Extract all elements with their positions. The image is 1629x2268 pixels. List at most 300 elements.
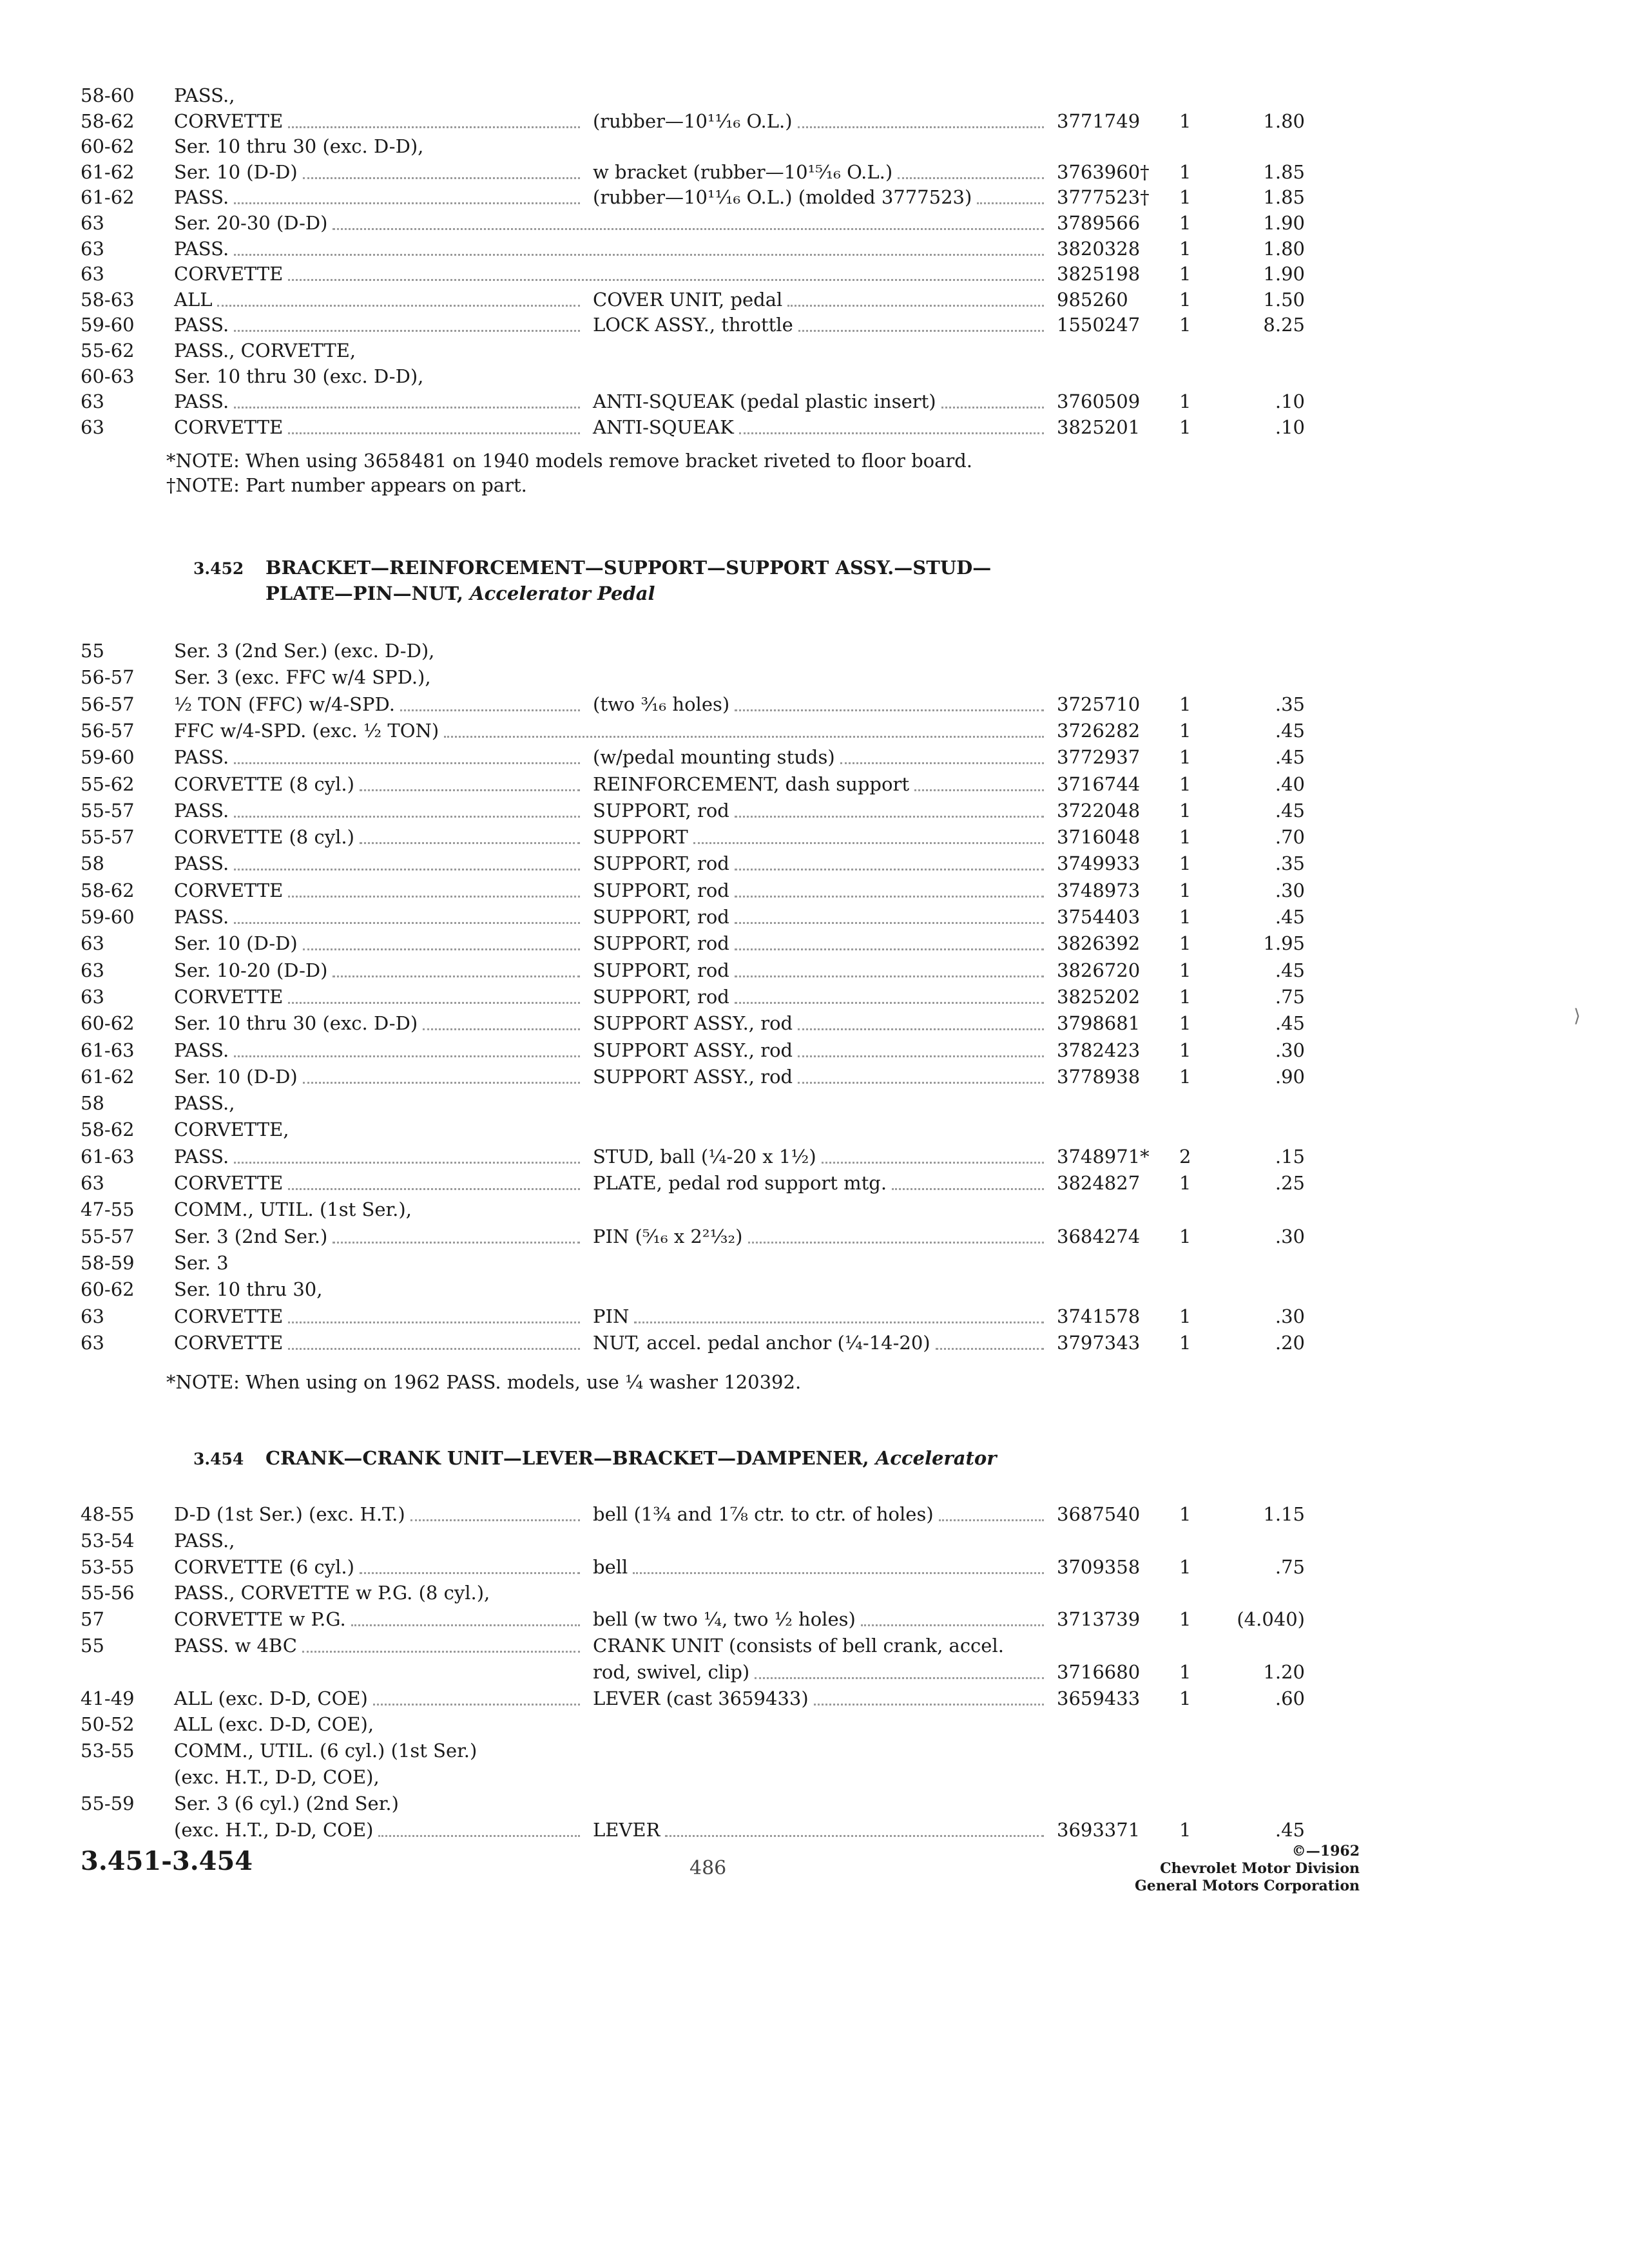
dot-leader <box>693 842 1044 844</box>
section-number: 3.454 <box>193 1450 244 1468</box>
part-number: 3716744 <box>1057 773 1141 795</box>
dot-leader <box>892 1188 1044 1190</box>
quantity: 1 <box>1179 1039 1191 1061</box>
year-range: 63 <box>81 1305 104 1327</box>
year-range: 55-62 <box>81 340 135 361</box>
part-description: SUPPORT, rod <box>593 986 729 1008</box>
quantity: 1 <box>1179 110 1191 132</box>
dot-leader <box>234 1055 580 1057</box>
parts-row <box>0 133 1629 159</box>
quantity: 1 <box>1179 986 1191 1008</box>
parts-row <box>0 82 1629 108</box>
part-number: 3726282 <box>1057 720 1141 742</box>
quantity: 1 <box>1179 1556 1191 1578</box>
division: Chevrolet Motor Division <box>1160 1860 1360 1877</box>
part-description: rod, swivel, clip) <box>593 1661 750 1683</box>
publisher-block <box>1031 1843 1360 1895</box>
model-applicability: Ser. 3 (2nd Ser.) (exc. D-D), <box>174 640 435 662</box>
dot-leader <box>739 432 1044 434</box>
parts-row <box>0 1764 1629 1790</box>
quantity: 1 <box>1179 932 1191 954</box>
dot-leader <box>735 922 1044 924</box>
parts-row <box>0 1738 1629 1763</box>
year-range: 61-62 <box>81 186 135 208</box>
list-price: .10 <box>1275 416 1305 438</box>
part-description: SUPPORT, rod <box>593 800 729 822</box>
parts-row <box>0 1528 1629 1553</box>
part-description: SUPPORT ASSY., rod <box>593 1012 793 1034</box>
part-description: SUPPORT, rod <box>593 932 729 954</box>
part-number: 1550247 <box>1057 314 1141 336</box>
parts-row <box>0 691 1629 717</box>
dot-leader <box>840 762 1044 764</box>
part-description: PLATE, pedal rod support mtg. <box>593 1172 887 1194</box>
part-description: w bracket (rubber—10¹⁵⁄₁₆ O.L.) <box>593 161 893 183</box>
dot-leader <box>798 1055 1044 1057</box>
part-description: bell (1¾ and 1⅞ ctr. to ctr. of holes) <box>593 1503 934 1525</box>
part-description: (two ³⁄₁₆ holes) <box>593 693 730 715</box>
year-range: 58-62 <box>81 879 135 901</box>
section-number: 3.452 <box>193 559 244 578</box>
part-number: 3713739 <box>1057 1608 1141 1630</box>
part-description: LEVER <box>593 1819 660 1841</box>
year-range: 63 <box>81 390 104 412</box>
parts-row <box>0 363 1629 389</box>
dot-leader <box>748 1242 1045 1244</box>
parts-row <box>0 108 1629 134</box>
parts-row <box>0 261 1629 287</box>
part-description: (rubber—10¹¹⁄₁₆ O.L.) (molded 3777523) <box>593 186 972 208</box>
parts-row <box>0 389 1629 414</box>
model-applicability: CORVETTE <box>174 879 284 901</box>
model-applicability: Ser. 20-30 (D-D) <box>174 212 328 234</box>
model-applicability: CORVETTE (8 cyl.) <box>174 773 354 795</box>
list-price: .45 <box>1275 1819 1305 1841</box>
dot-leader <box>217 305 580 307</box>
part-description: COVER UNIT, pedal <box>593 289 783 311</box>
list-price: (4.040) <box>1237 1608 1305 1630</box>
quantity: 1 <box>1179 416 1191 438</box>
parts-row <box>0 1037 1629 1063</box>
parts-row <box>0 638 1629 664</box>
list-price: .10 <box>1275 390 1305 412</box>
model-applicability: D-D (1st Ser.) (exc. H.T.) <box>174 1503 405 1525</box>
model-applicability: PASS. <box>174 238 229 260</box>
part-number: 3825201 <box>1057 416 1141 438</box>
parts-row <box>0 1606 1629 1632</box>
dot-leader <box>351 1624 580 1626</box>
parts-row <box>0 159 1629 185</box>
parts-row <box>0 1330 1629 1356</box>
list-price: 1.50 <box>1263 289 1305 311</box>
part-number: 3748971* <box>1057 1146 1150 1168</box>
year-range: 61-62 <box>81 161 135 183</box>
year-range: 50-52 <box>81 1713 135 1735</box>
year-range: 63 <box>81 959 104 981</box>
model-applicability: PASS. <box>174 852 229 874</box>
model-applicability: Ser. 10 thru 30 (exc. D-D), <box>174 365 424 387</box>
dot-leader <box>333 975 580 977</box>
part-description: bell (w two ¼, two ½ holes) <box>593 1608 856 1630</box>
list-price: .60 <box>1275 1687 1305 1709</box>
list-price: .30 <box>1275 1039 1305 1061</box>
quantity: 1 <box>1179 693 1191 715</box>
part-number: 3709358 <box>1057 1556 1141 1578</box>
quantity: 1 <box>1179 1608 1191 1630</box>
list-price: .75 <box>1275 1556 1305 1578</box>
model-applicability: FFC w/4-SPD. (exc. ½ TON) <box>174 720 439 742</box>
part-description: LEVER (cast 3659433) <box>593 1687 809 1709</box>
dot-leader <box>914 789 1044 791</box>
model-applicability: ALL <box>174 289 213 311</box>
dot-leader <box>798 330 1044 332</box>
model-applicability: PASS. <box>174 746 229 768</box>
quantity: 1 <box>1179 1819 1191 1841</box>
model-applicability: (exc. H.T., D-D, COE), <box>174 1766 380 1788</box>
parts-row <box>0 1711 1629 1737</box>
list-price: 1.20 <box>1263 1661 1305 1683</box>
dot-leader <box>360 789 580 791</box>
model-applicability: ALL (exc. D-D, COE), <box>174 1713 374 1735</box>
model-applicability: Ser. 3 (2nd Ser.) <box>174 1225 328 1247</box>
parts-row <box>0 1010 1629 1036</box>
year-range: 61-63 <box>81 1039 135 1061</box>
parts-row <box>0 1144 1629 1169</box>
year-range: 56-57 <box>81 720 135 742</box>
year-range: 61-62 <box>81 1066 135 1088</box>
part-number: 3716680 <box>1057 1661 1141 1683</box>
part-description: (rubber—10¹¹⁄₁₆ O.L.) <box>593 110 793 132</box>
part-number: 3725710 <box>1057 693 1141 715</box>
parts-row <box>0 312 1629 338</box>
part-description: STUD, ball (¼-20 x 1½) <box>593 1146 816 1168</box>
model-applicability: (exc. H.T., D-D, COE) <box>174 1819 374 1841</box>
quantity: 1 <box>1179 314 1191 336</box>
dot-leader <box>303 948 580 950</box>
year-range: 59-60 <box>81 314 135 336</box>
part-number: 3789566 <box>1057 212 1141 234</box>
year-range: 58 <box>81 1092 104 1114</box>
quantity: 1 <box>1179 1661 1191 1683</box>
parts-row <box>0 771 1629 797</box>
quantity: 1 <box>1179 186 1191 208</box>
part-description: PIN <box>593 1305 630 1327</box>
parts-row <box>0 1686 1629 1711</box>
dot-leader <box>634 1321 1044 1323</box>
quantity: 1 <box>1179 161 1191 183</box>
quantity: 1 <box>1179 238 1191 260</box>
list-price: .30 <box>1275 1305 1305 1327</box>
dot-leader <box>234 1162 580 1164</box>
dot-leader <box>333 1242 580 1244</box>
quantity: 1 <box>1179 959 1191 981</box>
year-range: 53-55 <box>81 1740 135 1762</box>
model-applicability: PASS. <box>174 186 229 208</box>
list-price: .45 <box>1275 746 1305 768</box>
scan-mark: ⟩ <box>1574 1005 1581 1026</box>
year-range: 59-60 <box>81 746 135 768</box>
part-description: ANTI-SQUEAK <box>593 416 734 438</box>
model-applicability: Ser. 10 (D-D) <box>174 1066 298 1088</box>
parts-row <box>0 904 1629 930</box>
dot-leader <box>234 922 580 924</box>
year-range: 60-63 <box>81 365 135 387</box>
dot-leader <box>360 1572 580 1574</box>
part-number: 3824827 <box>1057 1172 1141 1194</box>
model-applicability: PASS., <box>174 84 235 106</box>
dot-leader <box>288 1348 580 1350</box>
year-range: 55-62 <box>81 773 135 795</box>
quantity: 1 <box>1179 1305 1191 1327</box>
part-description: SUPPORT, rod <box>593 959 729 981</box>
part-number: 3771749 <box>1057 110 1141 132</box>
quantity: 1 <box>1179 1066 1191 1088</box>
part-number: 3754403 <box>1057 906 1141 928</box>
model-applicability: Ser. 3 <box>174 1252 229 1274</box>
dot-leader <box>665 1835 1044 1837</box>
model-applicability: PASS. <box>174 314 229 336</box>
part-description: NUT, accel. pedal anchor (¼-14-20) <box>593 1332 930 1354</box>
section-heading <box>193 1446 1353 1472</box>
model-applicability: PASS., CORVETTE w P.G. (8 cyl.), <box>174 1582 490 1604</box>
dot-leader <box>939 1519 1044 1521</box>
year-range: 58-59 <box>81 1252 135 1274</box>
dot-leader <box>423 1028 580 1030</box>
part-number: 3687540 <box>1057 1503 1141 1525</box>
year-range: 55 <box>81 640 104 662</box>
part-number: 3722048 <box>1057 800 1141 822</box>
quantity: 1 <box>1179 852 1191 874</box>
list-price: .90 <box>1275 1066 1305 1088</box>
year-range: 60-62 <box>81 1278 135 1300</box>
part-description: SUPPORT ASSY., rod <box>593 1066 793 1088</box>
year-range: 41-49 <box>81 1687 135 1709</box>
list-price: .70 <box>1275 826 1305 848</box>
part-number: 3778938 <box>1057 1066 1141 1088</box>
quantity: 1 <box>1179 212 1191 234</box>
list-price: 1.90 <box>1263 263 1305 285</box>
dot-leader <box>977 202 1044 204</box>
part-number: 3782423 <box>1057 1039 1141 1061</box>
list-price: .40 <box>1275 773 1305 795</box>
part-description: SUPPORT <box>593 826 688 848</box>
quantity: 1 <box>1179 390 1191 412</box>
dot-leader <box>861 1624 1044 1626</box>
list-price: .35 <box>1275 693 1305 715</box>
list-price: .45 <box>1275 720 1305 742</box>
section-heading <box>193 555 1353 606</box>
year-range: 59-60 <box>81 906 135 928</box>
section-title-line1: BRACKET—REINFORCEMENT—SUPPORT—SUPPORT ASSY.—STUD— <box>265 557 992 579</box>
quantity: 1 <box>1179 906 1191 928</box>
list-price: 1.15 <box>1263 1503 1305 1525</box>
parts-row <box>0 1791 1629 1816</box>
year-range: 60-62 <box>81 1012 135 1034</box>
quantity: 1 <box>1179 1332 1191 1354</box>
year-range: 55-57 <box>81 1225 135 1247</box>
model-applicability: PASS. <box>174 1039 229 1061</box>
dot-leader <box>288 126 580 128</box>
model-applicability: CORVETTE, <box>174 1119 289 1140</box>
section-title-suffix: Accelerator <box>875 1447 997 1469</box>
part-description: SUPPORT, rod <box>593 879 729 901</box>
parts-row <box>0 1250 1629 1276</box>
part-number: 3826720 <box>1057 959 1141 981</box>
parts-row <box>0 1659 1629 1685</box>
dot-leader <box>234 407 580 408</box>
footnote: *NOTE: When using 3658481 on 1940 models remove bracket riveted to floor board. <box>166 450 973 472</box>
model-applicability: PASS. <box>174 906 229 928</box>
quantity: 1 <box>1179 879 1191 901</box>
quantity: 1 <box>1179 1225 1191 1247</box>
year-range: 57 <box>81 1608 104 1630</box>
model-applicability: PASS., <box>174 1530 235 1552</box>
model-applicability: Ser. 10 thru 30, <box>174 1278 323 1300</box>
part-description: bell <box>593 1556 628 1578</box>
dot-leader <box>633 1572 1044 1574</box>
part-number: 3748973 <box>1057 879 1141 901</box>
quantity: 1 <box>1179 826 1191 848</box>
parts-row <box>0 878 1629 903</box>
model-applicability: CORVETTE w P.G. <box>174 1608 346 1630</box>
dot-leader <box>288 279 1044 281</box>
list-price: .30 <box>1275 879 1305 901</box>
quantity: 1 <box>1179 1172 1191 1194</box>
model-applicability: CORVETTE <box>174 416 284 438</box>
parts-row <box>0 1303 1629 1329</box>
part-description: SUPPORT ASSY., rod <box>593 1039 793 1061</box>
quantity: 1 <box>1179 746 1191 768</box>
model-applicability: CORVETTE <box>174 110 284 132</box>
list-price: .45 <box>1275 959 1305 981</box>
footnote: †NOTE: Part number appears on part. <box>166 474 527 496</box>
dot-leader <box>822 1162 1044 1164</box>
parts-row <box>0 984 1629 1010</box>
part-number: 3825198 <box>1057 263 1141 285</box>
part-description: REINFORCEMENT, dash support <box>593 773 909 795</box>
dot-leader <box>373 1704 580 1706</box>
list-price: .45 <box>1275 906 1305 928</box>
dot-leader <box>787 305 1044 307</box>
parts-row <box>0 210 1629 236</box>
parts-row <box>0 1224 1629 1249</box>
list-price: 8.25 <box>1263 314 1305 336</box>
parts-row <box>0 664 1629 690</box>
year-range: 63 <box>81 986 104 1008</box>
quantity: 1 <box>1179 800 1191 822</box>
year-range: 55-57 <box>81 826 135 848</box>
part-number: 3716048 <box>1057 826 1141 848</box>
dot-leader <box>798 1082 1044 1084</box>
parts-row <box>0 414 1629 440</box>
part-description: ANTI-SQUEAK (pedal plastic insert) <box>593 390 936 412</box>
parts-row <box>0 1090 1629 1116</box>
year-range: 63 <box>81 212 104 234</box>
year-range: 63 <box>81 932 104 954</box>
part-number: 3826392 <box>1057 932 1141 954</box>
year-range: 58 <box>81 852 104 874</box>
dot-leader <box>941 407 1044 408</box>
year-range: 55-56 <box>81 1582 135 1604</box>
dot-leader <box>735 975 1044 977</box>
year-range: 56-57 <box>81 693 135 715</box>
list-price: 1.90 <box>1263 212 1305 234</box>
dot-leader <box>735 709 1044 711</box>
dot-leader <box>444 736 1044 738</box>
dot-leader <box>302 1651 580 1653</box>
year-range: 53-55 <box>81 1556 135 1578</box>
model-applicability: PASS., CORVETTE, <box>174 340 356 361</box>
year-range: 48-55 <box>81 1503 135 1525</box>
dot-leader <box>234 330 580 332</box>
dot-leader <box>234 869 580 870</box>
model-applicability: ALL (exc. D-D, COE) <box>174 1687 368 1709</box>
parts-row <box>0 1196 1629 1222</box>
quantity: 1 <box>1179 773 1191 795</box>
quantity: 1 <box>1179 1503 1191 1525</box>
quantity: 1 <box>1179 1012 1191 1034</box>
dot-leader <box>288 432 580 434</box>
year-range: 56-57 <box>81 666 135 688</box>
year-range: 61-63 <box>81 1146 135 1168</box>
dot-leader <box>798 1028 1044 1030</box>
quantity: 1 <box>1179 263 1191 285</box>
parts-row <box>0 957 1629 983</box>
corporation: General Motors Corporation <box>1134 1878 1360 1894</box>
section-range: 3.451-3.454 <box>81 1846 253 1876</box>
quantity: 1 <box>1179 1687 1191 1709</box>
part-description: SUPPORT, rod <box>593 852 729 874</box>
parts-row <box>0 798 1629 823</box>
list-price: .30 <box>1275 1225 1305 1247</box>
section-title-line2: PLATE—PIN—NUT, <box>265 582 463 604</box>
dot-leader <box>333 228 1044 230</box>
list-price: 1.80 <box>1263 238 1305 260</box>
part-number: 3763960† <box>1057 161 1150 183</box>
dot-leader <box>234 816 580 818</box>
page-number: 486 <box>689 1857 727 1879</box>
model-applicability: Ser. 10-20 (D-D) <box>174 959 328 981</box>
parts-row <box>0 1554 1629 1580</box>
model-applicability: COMM., UTIL. (6 cyl.) (1st Ser.) <box>174 1740 477 1762</box>
part-description: CRANK UNIT (consists of bell crank, accel. <box>593 1635 1004 1657</box>
model-applicability: CORVETTE <box>174 1172 284 1194</box>
year-range: 63 <box>81 263 104 285</box>
model-applicability: CORVETTE <box>174 1305 284 1327</box>
model-applicability: COMM., UTIL. (1st Ser.), <box>174 1198 412 1220</box>
part-number: 3749933 <box>1057 852 1141 874</box>
parts-row <box>0 1580 1629 1606</box>
part-number: 3659433 <box>1057 1687 1141 1709</box>
model-applicability: PASS., <box>174 1092 235 1114</box>
part-number: 3777523† <box>1057 186 1150 208</box>
parts-row <box>0 184 1629 210</box>
section-title-line1: CRANK—CRANK UNIT—LEVER—BRACKET—DAMPENER, <box>265 1447 869 1469</box>
dot-leader <box>400 709 580 711</box>
year-range: 58-60 <box>81 84 135 106</box>
quantity: 1 <box>1179 289 1191 311</box>
parts-row <box>0 1064 1629 1090</box>
model-applicability: CORVETTE (6 cyl.) <box>174 1556 354 1578</box>
model-applicability: Ser. 10 (D-D) <box>174 161 298 183</box>
dot-leader <box>814 1704 1044 1706</box>
dot-leader <box>410 1519 580 1521</box>
dot-leader <box>234 762 580 764</box>
year-range: 63 <box>81 416 104 438</box>
dot-leader <box>378 1835 580 1837</box>
part-number: 3820328 <box>1057 238 1141 260</box>
part-description: PIN (⁵⁄₁₆ x 2²¹⁄₃₂) <box>593 1225 743 1247</box>
